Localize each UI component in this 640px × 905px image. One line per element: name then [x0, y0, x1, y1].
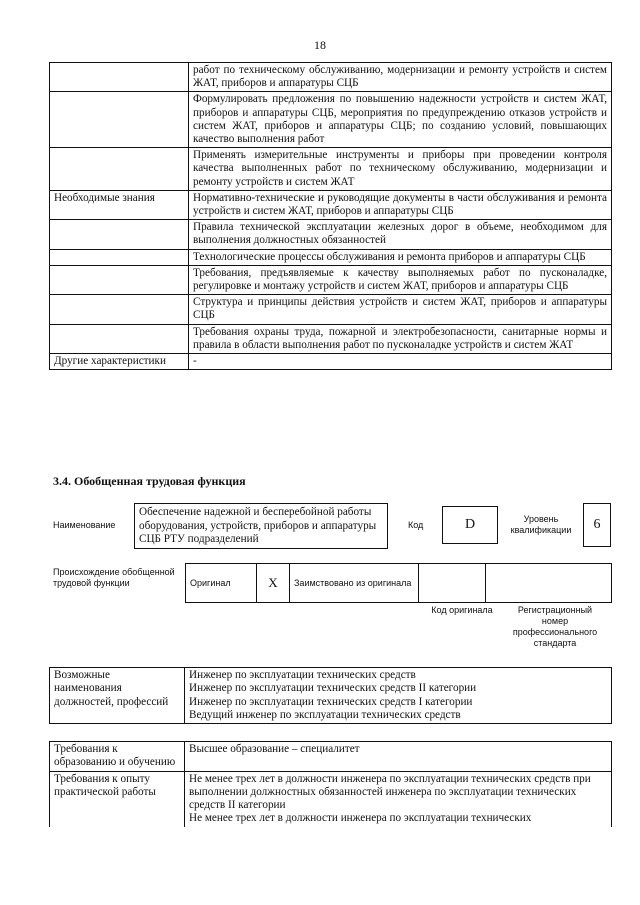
code-label: Код	[408, 520, 424, 530]
list-item: Инженер по эксплуатации технических средств II категории	[189, 682, 477, 695]
original-mark: X	[257, 564, 290, 603]
code-value-box: D	[442, 506, 498, 544]
table-cell-text: Технологические процессы обслуживания и ремонта приборов и аппаратуры СЦБ	[189, 249, 612, 265]
original-code-cell	[419, 564, 486, 603]
table-cell-label	[50, 265, 189, 294]
table-cell-text: Применять измерительные инструменты и приборы при проведении контроля качества выполненных работ по техническому обслуживанию, модернизации и ремонту устройств и систем ЖАТ	[189, 148, 612, 191]
level-label: Уровень квалификации	[510, 514, 572, 535]
table-row	[50, 148, 612, 191]
list-item: Не менее трех лет в должности инженера по эксплуатации технических средств при выполнении должностных обязанностей инженера по эксплуатации технических средств II категории	[189, 772, 591, 812]
table-cell-text: Требования, предъявляемые к качеству выполняемых работ по пусконаладке, регулировке и монтажу устройств и систем ЖАТ, приборов и аппаратуры СЦБ	[189, 265, 612, 294]
table-cell-label	[50, 324, 189, 353]
table-row	[50, 220, 612, 249]
positions-list	[185, 668, 612, 724]
table-cell-label: Другие характеристики	[50, 354, 189, 370]
experience-label: Требования к опыту практической работы	[50, 771, 185, 827]
table-row	[50, 668, 612, 724]
origin-table	[185, 563, 612, 603]
level-value-box: 6	[583, 503, 611, 547]
name-label: Наименование	[53, 520, 116, 530]
table-cell-label: Необходимые знания	[50, 190, 189, 219]
table-cell-text: Структура и принципы действия устройств и систем ЖАТ, приборов и аппаратуры СЦБ	[189, 295, 612, 324]
original-code-caption: Код оригинала	[431, 605, 493, 615]
table-row	[50, 354, 612, 370]
table-row	[50, 249, 612, 265]
list-item: Инженер по эксплуатации технических средств	[189, 669, 416, 681]
registration-number-caption: Регистрационный номер профессионального стандарта	[512, 605, 598, 648]
page-number: 18	[314, 38, 326, 52]
table-row	[50, 324, 612, 353]
education-value: Высшее образование – специалитет	[185, 742, 612, 772]
origin-label: Происхождение обобщенной трудовой функции	[53, 567, 175, 588]
section-title: 3.4. Обобщенная трудовая функция	[53, 474, 246, 488]
skills-knowledge-table	[49, 62, 612, 370]
table-cell-label	[50, 249, 189, 265]
table-row	[50, 265, 612, 294]
table-row	[50, 742, 612, 772]
table-cell-text: -	[189, 354, 612, 370]
list-item: Не менее трех лет в должности инженера по эксплуатации технических	[189, 812, 532, 825]
education-label: Требования к образованию и обучению	[50, 742, 185, 772]
table-cell-text: Формулировать предложения по повышению надежности устройств и систем ЖАТ, приборов и аппаратуры СЦБ, мероприятия по предупреждению отказов устройств и систем ЖАТ, приборов и аппаратуры СЦБ; по созданию условий, повышающих качество выполнения работ	[189, 92, 612, 148]
table-cell-label	[50, 295, 189, 324]
table-cell-label	[50, 220, 189, 249]
borrowed-label: Заимствовано из оригинала	[290, 564, 419, 603]
table-row	[50, 63, 612, 92]
table-cell-label	[50, 63, 189, 92]
function-name-box: Обеспечение надежной и бесперебойной работы оборудования, устройств, приборов и аппаратуры СЦБ РТУ подразделений	[134, 503, 388, 549]
experience-list	[185, 771, 612, 827]
registration-number-cell	[486, 564, 612, 603]
table-cell-label	[50, 92, 189, 148]
table-row	[50, 92, 612, 148]
original-label: Оригинал	[186, 564, 257, 603]
requirements-table	[49, 741, 612, 827]
table-row	[50, 771, 612, 827]
table-cell-text: Требования охраны труда, пожарной и электробезопасности, санитарные нормы и правила в области выполнения работ по пусконаладке устройств и систем ЖАТ	[189, 324, 612, 353]
positions-label: Возможные наименования должностей, профессий	[50, 668, 185, 724]
list-item: Ведущий инженер по эксплуатации технических средств	[189, 708, 461, 721]
table-row	[50, 190, 612, 219]
table-cell-text: Правила технической эксплуатации железных дорог в объеме, необходимом для выполнения должностных обязанностей	[189, 220, 612, 249]
list-item: Инженер по эксплуатации технических средств I категории	[189, 695, 473, 708]
positions-table	[49, 667, 612, 724]
table-cell-label	[50, 148, 189, 191]
table-cell-text: Нормативно-технические и руководящие документы в части обслуживания и ремонта устройств и систем ЖАТ, приборов и аппаратуры СЦБ	[189, 190, 612, 219]
table-cell-text: работ по техническому обслуживанию, модернизации и ремонту устройств и систем ЖАТ, приборов и аппаратуры СЦБ	[189, 63, 612, 92]
table-row	[50, 295, 612, 324]
